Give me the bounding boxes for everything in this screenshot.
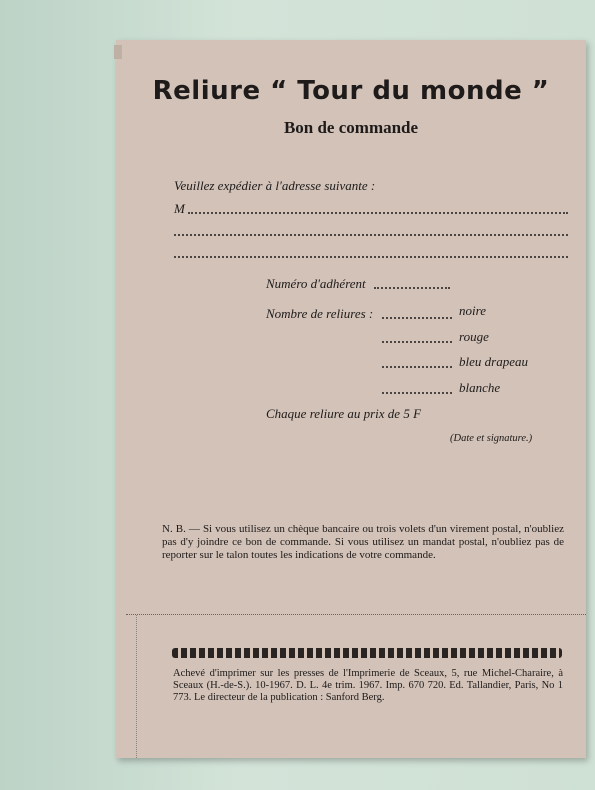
page-corner <box>114 45 122 59</box>
address-line-2[interactable] <box>174 234 568 236</box>
page-subtitle: Bon de commande <box>283 118 419 137</box>
address-line-3[interactable] <box>174 256 568 258</box>
color-noire: noire <box>459 303 486 318</box>
binding-field-rouge[interactable] <box>382 341 452 343</box>
binding-count-label: Nombre de reliures : <box>266 306 374 321</box>
colophon: Achevé d'imprimer sur les presses de l'Imprimerie de Sceaux, 5, rue Michel-Charaire, à Sceaux (H.-de-S.). 10-1967. D. L. 4e trim. 1967. Imp. 670 720. Ed. Tallandier, Paris, No 1 773. Le directeur de la publication : Sanford Berg. <box>173 668 563 703</box>
binding-field-blanche[interactable] <box>382 392 452 394</box>
color-rouge: rouge <box>459 329 489 344</box>
binding-field-noire[interactable] <box>382 317 452 319</box>
member-number-field[interactable] <box>374 287 450 289</box>
price-line: Chaque reliure au prix de 5 F <box>266 406 422 421</box>
binding-field-bleu[interactable] <box>382 366 452 368</box>
decorative-border <box>172 648 562 658</box>
order-form-page <box>116 40 586 758</box>
nb-note: N. B. — Si vous utilisez un chèque bancaire ou trois volets d'un virement postal, n'oubliez pas d'y joindre ce bon de commande. Si vous utilisez un mandat postal, n'oubliez pas de reporter sur le talon toutes les indications de votre commande. <box>162 523 564 561</box>
color-blanche: blanche <box>459 380 501 395</box>
address-m-label: M <box>174 201 185 216</box>
address-prompt: Veuillez expédier à l'adresse suivante : <box>174 178 376 193</box>
member-number-label: Numéro d'adhérent <box>266 276 366 291</box>
date-signature: (Date et signature.) <box>450 433 533 444</box>
page-title: Reliure “ Tour du monde ” <box>152 76 550 106</box>
color-bleu-drapeau: bleu drapeau <box>459 354 528 369</box>
perforation-edge <box>126 615 137 758</box>
perforation-line <box>126 614 586 615</box>
address-line-1[interactable] <box>188 212 568 214</box>
